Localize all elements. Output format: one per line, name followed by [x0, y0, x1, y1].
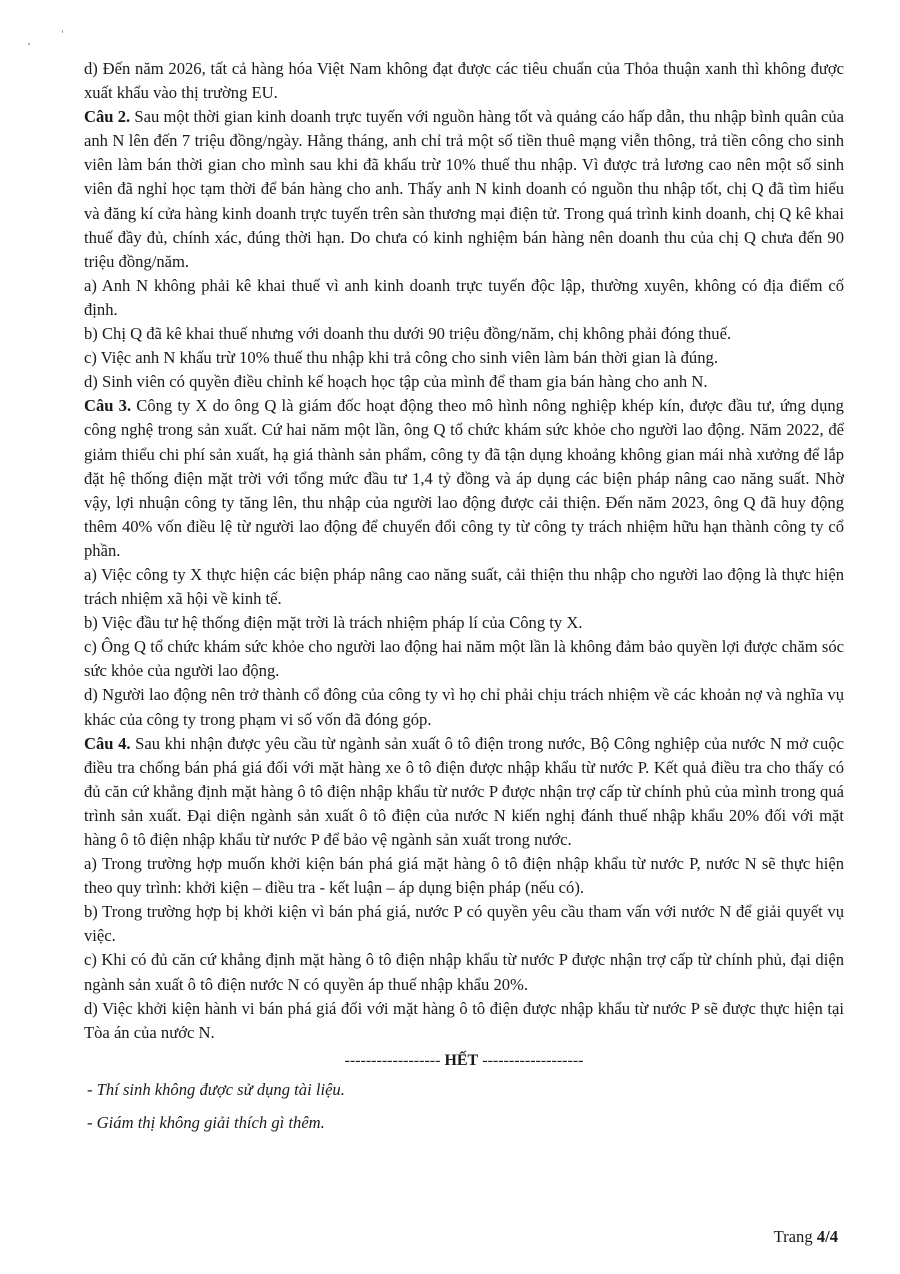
option-text: a) Anh N không phải kê khai thuế vì anh kinh doanh trực tuyến độc lập, thường xuyên, không có địa điểm cố định. [84, 275, 844, 319]
option-a [84, 852, 844, 900]
question-label: Câu 3. [84, 396, 132, 416]
option-a [84, 563, 844, 611]
option-text: b) Trong trường hợp bị khởi kiện vì bán phá giá, nước P có quyền yêu cầu tham vấn với nước N để giải quyết vụ việc. [84, 902, 844, 946]
question-cau-3 [84, 394, 844, 563]
note-no-explanation: - Giám thị không giải thích gì thêm. [87, 1113, 325, 1132]
option-text: d) Người lao động nên trở thành cổ đông của công ty vì họ chỉ phải chịu trách nhiệm về các khoản nợ và nghĩa vụ khác của công ty trong phạm vi số vốn đã đóng góp. [84, 685, 844, 729]
option-text: c) Ông Q tổ chức khám sức khỏe cho người lao động hai năm một lần là không đảm bảo quyền lợi được chăm sóc sức khỏe của người lao động. [84, 637, 844, 681]
option-text: c) Việc anh N khấu trừ 10% thuế thu nhập khi trả công cho sinh viên làm bán thời gian là đúng. [84, 348, 718, 368]
option-b [84, 322, 844, 346]
end-dashes-left: ------------------ [344, 1051, 441, 1069]
end-word: HẾT [444, 1051, 479, 1069]
option-a [84, 274, 844, 322]
end-dashes-right: ------------------- [482, 1051, 584, 1069]
exam-notes [87, 1073, 345, 1139]
option-text: d) Sinh viên có quyền điều chỉnh kế hoạch học tập của mình để tham gia bán hàng cho anh N. [84, 372, 708, 392]
paragraph-cau1-option-d [84, 57, 844, 105]
document-body [84, 57, 844, 1073]
option-text: d) Việc khởi kiện hành vi bán phá giá đối với mặt hàng ô tô điện được nhập khẩu từ nước P sẽ được thực hiện tại Tòa án của nước N. [84, 998, 844, 1042]
page-footer [774, 1227, 838, 1247]
scan-speck [62, 30, 63, 33]
option-text: b) Chị Q đã kê khai thuế nhưng với doanh thu dưới 90 triệu đồng/năm, chị không phải đóng thuế. [84, 324, 732, 344]
paragraph-text: d) Đến năm 2026, tất cả hàng hóa Việt Nam không đạt được các tiêu chuẩn của Thỏa thuận xanh thì không được xuất khẩu vào thị trường EU. [84, 59, 844, 103]
option-c [84, 635, 844, 683]
note-no-materials: - Thí sinh không được sử dụng tài liệu. [87, 1080, 345, 1099]
page-number: 4/4 [816, 1227, 838, 1246]
option-text: c) Khi có đủ căn cứ khẳng định mặt hàng ô tô điện nhập khẩu từ nước P được nhận trợ cấp từ chính phủ, đại diện ngành sản xuất ô tô điện nước N có quyền áp thuế nhập khẩu 20%. [84, 950, 844, 994]
option-d [84, 370, 844, 394]
option-text: a) Việc công ty X thực hiện các biện pháp nâng cao năng suất, cải thiện thu nhập cho người lao động là thực hiện trách nhiệm xã hội về kinh tế. [84, 564, 844, 609]
end-marker [84, 1049, 844, 1073]
question-text: Công ty X do ông Q là giám đốc hoạt động theo mô hình nông nghiệp khép kín, được đầu tư, ứng dụng công nghệ trong sản xuất. Cứ hai năm một lần, ông Q tổ chức khám sức khỏe cho người lao động. Năm 2022, để giảm thiểu chi phí sản xuất, hạ giá thành sản phẩm, công ty đã tận dụng khoảng không gian mái nhà xưởng để lắp đặt hệ thống điện mặt trời với tổng mức đầu tư 1,4 tỷ đồng và áp dụng các biện pháp nâng cao năng suất. Nhờ vậy, lợi nhuận công ty tăng lên, thu nhập của người lao động được cải thiện. Đến năm 2023, ông Q đã huy động thêm 40% vốn điều lệ từ người lao động để chuyển đổi công ty từ công ty trách nhiệm hữu hạn thành công ty cổ phần. [84, 396, 844, 560]
question-cau-2 [84, 105, 844, 274]
option-c [84, 948, 844, 996]
question-text: Sau khi nhận được yêu cầu từ ngành sản xuất ô tô điện trong nước, Bộ Công nghiệp của nước N mở cuộc điều tra chống bán phá giá đối với mặt hàng xe ô tô điện được nhập khẩu từ nước P. Kết quả điều tra cho thấy có đủ căn cứ khẳng định mặt hàng ô tô điện nhập khẩu từ nước P được nhận trợ cấp từ chính phủ của mình trong quá trình sản xuất. Đại diện ngành sản xuất ô tô điện của nước N kiến nghị đánh thuế nhập khẩu 20% đối với mặt hàng ô tô điện nhập khẩu từ nước P để bảo vệ ngành sản xuất trong nước. [84, 733, 844, 849]
option-c [84, 346, 844, 370]
option-d [84, 683, 844, 731]
option-d [84, 997, 844, 1045]
option-b [84, 900, 844, 948]
option-b [84, 611, 844, 635]
scan-speck [28, 43, 30, 45]
question-text: Sau một thời gian kinh doanh trực tuyến với nguồn hàng tốt và quảng cáo hấp dẫn, thu nhập bình quân của anh N lên đến 7 triệu đồng/ngày. Hằng tháng, anh chỉ trả một số tiền thuê mạng viễn thông, trả tiền công cho sinh viên làm bán thời gian cho mình sau khi đã khấu trừ 10% thuế thu nhập. Vì được trả lương cao nên một số sinh viên đã nghỉ học tạm thời để bán hàng cho anh. Thấy anh N kinh doanh có nguồn thu nhập tốt, chị Q đã tìm hiểu và đăng kí cửa hàng kinh doanh trực tuyến trên sàn thương mại điện tử. Trong quá trình kinh doanh, chị Q kê khai thuế đầy đủ, chính xác, đúng thời hạn. Do chưa có kinh nghiệm bán hàng nên doanh thu của chị Q chưa đến 90 triệu đồng/năm. [84, 107, 844, 271]
option-text: a) Trong trường hợp muốn khởi kiện bán phá giá mặt hàng ô tô điện nhập khẩu từ nước P, nước N sẽ thực hiện theo quy trình: khởi kiện – điều tra - kết luận – áp dụng biện pháp (nếu có). [84, 854, 844, 898]
question-cau-4 [84, 732, 844, 852]
question-label: Câu 4. [84, 733, 131, 753]
option-text: b) Việc đầu tư hệ thống điện mặt trời là trách nhiệm pháp lí của Công ty X. [84, 613, 583, 633]
page-label: Trang [773, 1227, 817, 1246]
question-label: Câu 2. [84, 107, 131, 127]
